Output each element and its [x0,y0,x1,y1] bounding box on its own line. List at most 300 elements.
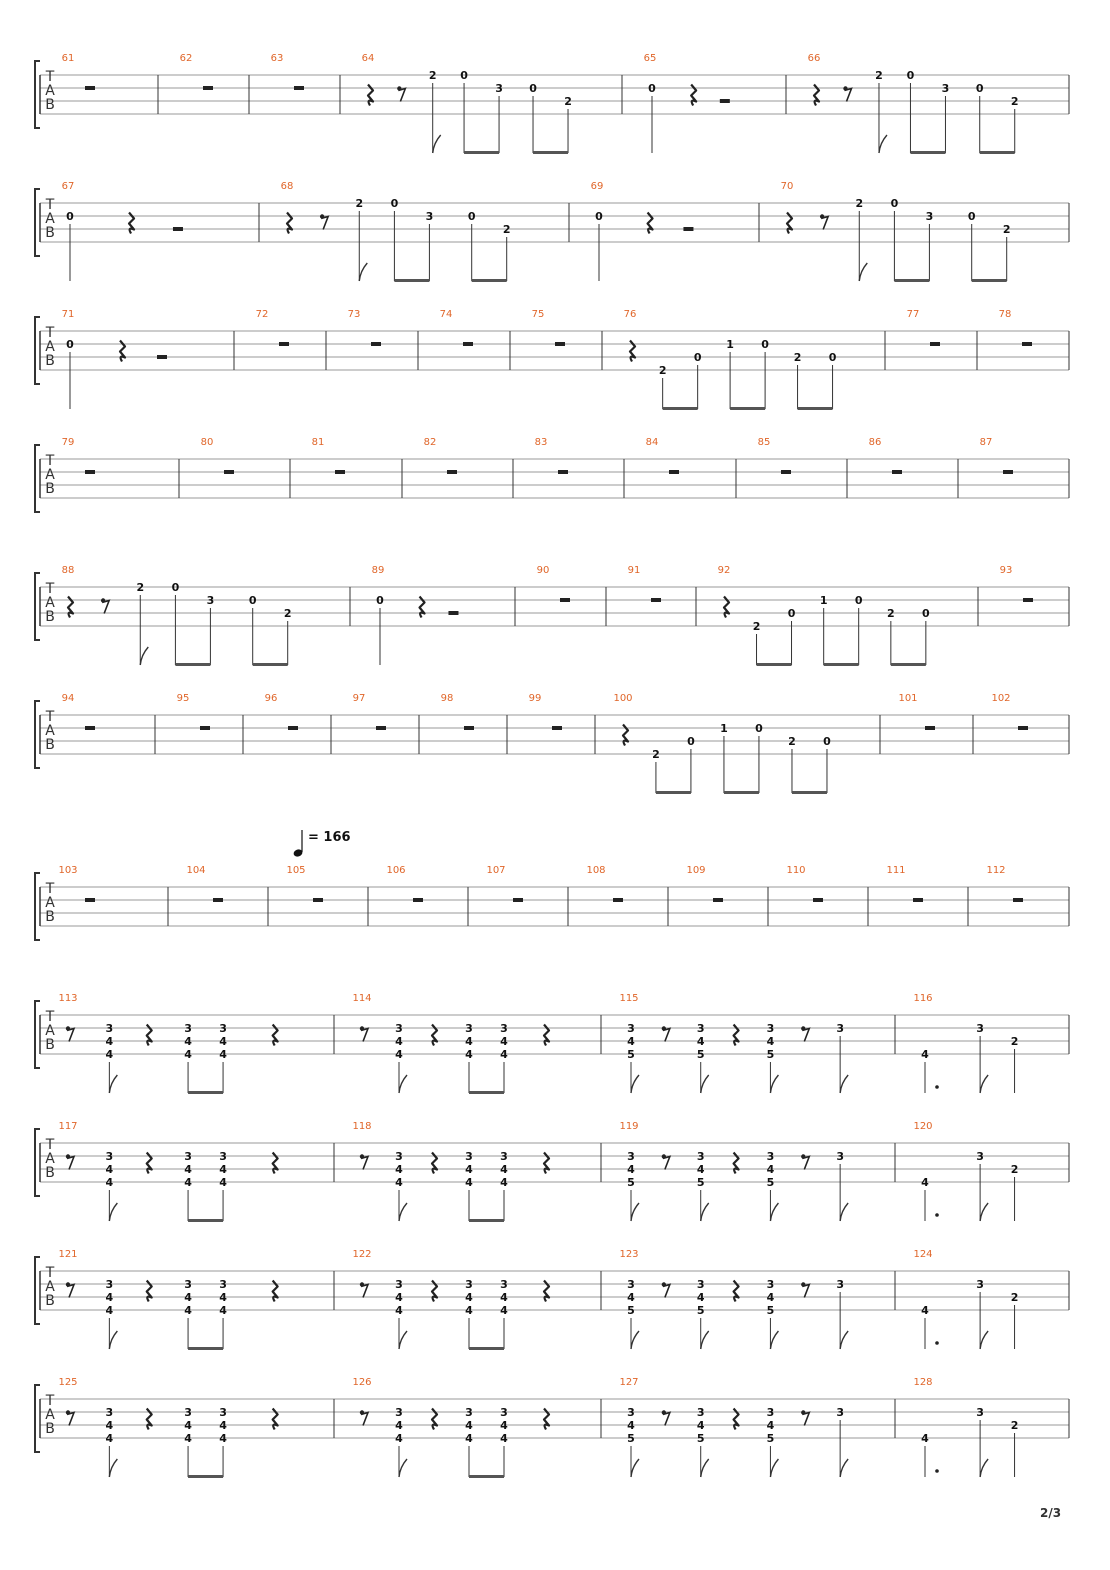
eighth-rest-icon [802,1285,809,1298]
fret-number: 4 [395,1163,403,1176]
tab-clef-letter: A [45,1151,55,1167]
rest-symbol [720,99,730,103]
measure [529,693,562,730]
eighth-flag-icon [859,263,867,281]
measure-number: 120 [913,1121,933,1132]
eighth-flag-icon [399,1459,407,1477]
fret-number: 2 [1010,95,1019,108]
tab-system [35,437,1069,512]
tempo-marking [293,830,351,858]
eighth-rest-icon [844,89,851,102]
measure [271,53,304,90]
eighth-flag-icon [109,1075,117,1093]
fret-number: 3 [500,1278,508,1291]
rest-symbol [294,86,304,90]
measure [898,693,935,730]
fret-number: 4 [465,1291,473,1304]
eighth-flag-icon [879,135,887,153]
measure-number: 85 [757,437,771,448]
tab-system [35,830,1069,940]
measure [256,309,289,346]
fret-number: 3 [105,1278,114,1291]
fret-number: 4 [184,1432,192,1445]
measure [619,993,848,1093]
beam [464,151,499,154]
fret-number: 4 [921,1176,929,1189]
rest-symbol [713,898,723,902]
tab-clef-letter: T [45,1265,55,1281]
measure-number: 116 [913,993,933,1004]
tab-clef-letter: T [45,581,55,597]
measure-number: 86 [868,437,882,448]
fret-number: 5 [696,1176,705,1189]
rest-symbol [213,898,223,902]
rest-symbol [1003,470,1013,474]
tab-clef-letter: B [45,97,55,113]
fret-number: 4 [465,1035,473,1048]
measure [372,565,459,665]
measure-number: 81 [311,437,325,448]
fret-number: 4 [105,1419,114,1432]
rest-symbol [335,470,345,474]
fret-number: 3 [627,1022,635,1035]
fret-number: 3 [941,82,950,95]
fret-number: 4 [500,1291,508,1304]
fret-number: 0 [687,735,695,748]
measure-number: 64 [361,53,375,64]
fret-number: 4 [766,1035,775,1048]
fret-number: 2 [793,351,802,364]
fret-number: 4 [500,1048,508,1061]
measure [907,309,940,346]
fret-number: 4 [465,1432,473,1445]
fret-number: 4 [500,1304,508,1317]
measure [999,309,1032,346]
measure-number: 76 [623,309,637,320]
eighth-flag-icon [840,1075,848,1093]
measure [440,309,473,346]
measure-number: 105 [286,865,306,876]
rest-symbol [224,470,234,474]
measure [1000,565,1033,602]
measure-number: 94 [61,693,75,704]
eighth-rest-icon [398,89,405,102]
tab-clef-letter: T [45,325,55,341]
measure [535,437,568,474]
eighth-flag-icon [770,1331,778,1349]
eighth-flag-icon [701,1075,709,1093]
tab-clef-letter: A [45,83,55,99]
fret-number: 3 [465,1150,473,1163]
rest-symbol [203,86,213,90]
fret-number: 4 [395,1432,403,1445]
fret-number: 4 [921,1432,929,1445]
fret-number: 4 [395,1048,403,1061]
beam [188,1219,223,1222]
fret-number: 4 [219,1432,227,1445]
rest-symbol [558,470,568,474]
measure-number: 107 [486,865,506,876]
fret-number: 4 [500,1163,508,1176]
dot [935,1085,939,1089]
measure-number: 92 [717,565,731,576]
fret-number: 4 [184,1304,192,1317]
rest-symbol [1022,342,1032,346]
fret-number: 2 [887,607,895,620]
fret-number: 0 [828,351,837,364]
fret-number: 3 [495,82,503,95]
rest-symbol [173,227,183,231]
fret-number: 1 [726,338,734,351]
eighth-flag-icon [770,1203,778,1221]
fret-number: 4 [500,1432,508,1445]
measure-number: 103 [58,865,78,876]
measure [265,693,298,730]
eighth-flag-icon [770,1459,778,1477]
eighth-flag-icon [399,1331,407,1349]
eighth-rest-icon [663,1029,670,1042]
measure-number: 122 [352,1249,372,1260]
measure [62,437,95,474]
fret-number: 2 [875,69,883,82]
measure-number: 95 [176,693,190,704]
measure [312,437,345,474]
fret-number: 3 [925,210,934,223]
eighth-rest-icon [102,601,109,614]
page-number: 2/3 [1040,1506,1062,1520]
fret-number: 5 [696,1432,705,1445]
fret-number: 4 [105,1048,114,1061]
measure-number: 113 [58,993,78,1004]
tab-system [35,1121,1069,1222]
fret-number: 2 [355,197,364,210]
measure [201,437,234,474]
fret-number: 4 [465,1304,473,1317]
measure [352,1249,549,1350]
tab-clef-letter: B [45,1165,55,1181]
fret-number: 2 [502,223,511,236]
fret-number: 0 [66,338,74,351]
measure [718,565,930,666]
tab-system [35,565,1069,666]
measure [537,565,570,602]
measure [613,693,831,794]
fret-number: 5 [696,1048,705,1061]
tab-clef-letter: B [45,609,55,625]
measure [619,1377,848,1477]
fret-number: 4 [219,1291,227,1304]
fret-number: 4 [184,1176,192,1189]
rest-symbol [448,611,458,615]
rest-symbol [813,898,823,902]
tab-clef-letter: B [45,1293,55,1309]
rest-symbol [651,598,661,602]
fret-number: 2 [1002,223,1011,236]
fret-number: 3 [976,1150,984,1163]
fret-number: 3 [105,1406,114,1419]
fret-number: 3 [766,1278,775,1291]
fret-number: 5 [627,1176,635,1189]
measure [186,865,223,902]
measure [532,309,565,346]
eighth-flag-icon [109,1203,117,1221]
measure [441,693,474,730]
fret-number: 0 [248,594,257,607]
measure-number: 84 [645,437,659,448]
measure-number: 73 [347,309,361,320]
fret-number: 4 [105,1304,114,1317]
fret-number: 4 [465,1163,473,1176]
measure [352,1377,549,1478]
rest-symbol [930,342,940,346]
fret-number: 3 [627,1406,635,1419]
fret-number: 0 [975,82,984,95]
rest-symbol [925,726,935,730]
fret-number: 2 [428,69,437,82]
fret-number: 4 [184,1048,192,1061]
beam [891,663,926,666]
tab-clef-letter: A [45,1023,55,1039]
rest-symbol [1013,898,1023,902]
fret-number: 3 [395,1150,403,1163]
eighth-flag-icon [433,135,441,153]
measure [980,437,1013,474]
fret-number: 4 [105,1432,114,1445]
tab-clef-letter: B [45,1421,55,1437]
fret-number: 4 [395,1035,403,1048]
tab-clef-letter: B [45,909,55,925]
rest-symbol [560,598,570,602]
fret-number: 3 [836,1150,844,1163]
fret-number: 4 [219,1048,227,1061]
measure-number: 80 [200,437,214,448]
measure [758,437,791,474]
fret-number: 4 [627,1291,635,1304]
fret-number: 4 [627,1035,635,1048]
fret-number: 4 [219,1419,227,1432]
rest-symbol [913,898,923,902]
fret-number: 3 [836,1022,844,1035]
measure [286,865,323,902]
eighth-flag-icon [631,1075,639,1093]
fret-number: 3 [219,1022,227,1035]
beam [469,1091,504,1094]
measure-number: 68 [280,181,294,192]
measure [62,565,292,666]
fret-number: 2 [564,95,572,108]
measure [58,993,277,1094]
fret-number: 5 [766,1048,775,1061]
rest-symbol [683,227,693,231]
fret-number: 3 [766,1150,775,1163]
fret-number: 3 [465,1278,473,1291]
measure [486,865,523,902]
measure [913,1249,1018,1349]
measure-number: 98 [440,693,454,704]
fret-number: 5 [766,1432,775,1445]
fret-number: 3 [627,1278,635,1291]
rest-symbol [613,898,623,902]
fret-number: 3 [696,1278,705,1291]
fret-number: 4 [105,1035,114,1048]
measure [628,565,661,602]
fret-number: 4 [105,1163,114,1176]
eighth-rest-icon [361,1413,368,1426]
measure-number: 108 [586,865,606,876]
beam [188,1475,223,1478]
tab-clef-letter: A [45,895,55,911]
eighth-rest-icon [663,1413,670,1426]
measure-number: 65 [643,53,657,64]
measure [58,1249,277,1350]
measure-number: 79 [61,437,75,448]
beam [824,663,859,666]
measure-number: 100 [613,693,633,704]
measure-number: 101 [898,693,918,704]
fret-number: 4 [184,1291,192,1304]
eighth-flag-icon [980,1075,988,1093]
tab-clef-letter: T [45,1393,55,1409]
eighth-flag-icon [701,1459,709,1477]
measure-number: 62 [179,53,193,64]
rest-symbol [85,726,95,730]
fret-number: 2 [788,735,796,748]
fret-number: 0 [648,82,656,95]
fret-number: 2 [1010,1035,1019,1048]
beam [472,279,507,282]
fret-number: 2 [1010,1163,1019,1176]
rest-symbol [413,898,423,902]
beam [894,279,929,282]
eighth-flag-icon [399,1075,407,1093]
eighth-flag-icon [109,1459,117,1477]
fret-number: 4 [465,1048,473,1061]
measure [686,865,723,902]
measure-number: 118 [352,1121,372,1132]
measure-number: 91 [627,565,641,576]
tab-clef-letter: A [45,1279,55,1295]
fret-number: 2 [652,748,660,761]
rest-symbol [555,342,565,346]
measure-number: 106 [386,865,406,876]
measure [586,865,623,902]
dot [935,1213,939,1217]
tab-clef-letter: B [45,225,55,241]
fret-number: 0 [460,69,468,82]
measure [348,309,381,346]
tab-clef-letter: T [45,453,55,469]
measure-number: 69 [590,181,604,192]
tab-system [35,53,1069,154]
measure [58,865,95,902]
fret-number: 3 [219,1278,227,1291]
fret-number: 2 [1010,1419,1019,1432]
fret-number: 3 [500,1022,508,1035]
rest-symbol [279,342,289,346]
measure [646,437,679,474]
eighth-flag-icon [770,1075,778,1093]
measure-number: 119 [619,1121,639,1132]
fret-number: 3 [836,1406,844,1419]
measure-number: 126 [352,1377,372,1388]
measure [619,1249,848,1349]
fret-number: 2 [136,581,145,594]
eighth-rest-icon [67,1413,74,1426]
rest-symbol [463,342,473,346]
eighth-flag-icon [631,1331,639,1349]
fret-number: 0 [854,594,863,607]
measure [624,309,837,410]
beam [730,407,765,410]
rest-symbol [892,470,902,474]
beam [724,791,759,794]
rest-symbol [313,898,323,902]
measure [58,1121,277,1222]
fret-number: 3 [206,594,215,607]
measure [353,693,386,730]
measure [386,865,423,902]
beam [533,151,568,154]
measure-number: 104 [186,865,206,876]
fret-number: 3 [696,1150,705,1163]
measure [362,53,572,154]
measure-number: 82 [423,437,437,448]
beam [175,663,210,666]
measure-number: 123 [619,1249,639,1260]
fret-number: 5 [627,1048,635,1061]
tab-clef-letter: A [45,467,55,483]
measure-number: 87 [979,437,993,448]
tab-clef-letter: T [45,709,55,725]
measure-number: 75 [531,309,545,320]
tab-system [35,181,1069,282]
fret-number: 1 [819,594,828,607]
fret-number: 3 [105,1022,114,1035]
tab-clef-letter: B [45,1037,55,1053]
measure-number: 72 [255,309,269,320]
measure [58,1377,277,1478]
measure [886,865,923,902]
fret-number: 4 [696,1291,705,1304]
measure-number: 63 [270,53,284,64]
beam [253,663,288,666]
measure-number: 121 [58,1249,78,1260]
eighth-flag-icon [840,1459,848,1477]
rest-symbol [200,726,210,730]
tab-clef-letter: T [45,1137,55,1153]
measure-number: 115 [619,993,639,1004]
fret-number: 3 [425,210,434,223]
measure [913,993,1018,1093]
fret-number: 3 [500,1150,508,1163]
beam [188,1091,223,1094]
eighth-rest-icon [67,1285,74,1298]
measure-number: 109 [686,865,706,876]
fret-number: 4 [921,1304,929,1317]
measure-number: 110 [786,865,806,876]
rest-symbol [464,726,474,730]
fret-number: 4 [696,1163,705,1176]
fret-number: 4 [219,1035,227,1048]
eighth-rest-icon [67,1157,74,1170]
fret-number: 4 [184,1419,192,1432]
fret-number: 4 [219,1163,227,1176]
fret-number: 4 [766,1163,775,1176]
fret-number: 4 [105,1291,114,1304]
fret-number: 4 [766,1291,775,1304]
beam [663,407,698,410]
fret-number: 0 [906,69,915,82]
